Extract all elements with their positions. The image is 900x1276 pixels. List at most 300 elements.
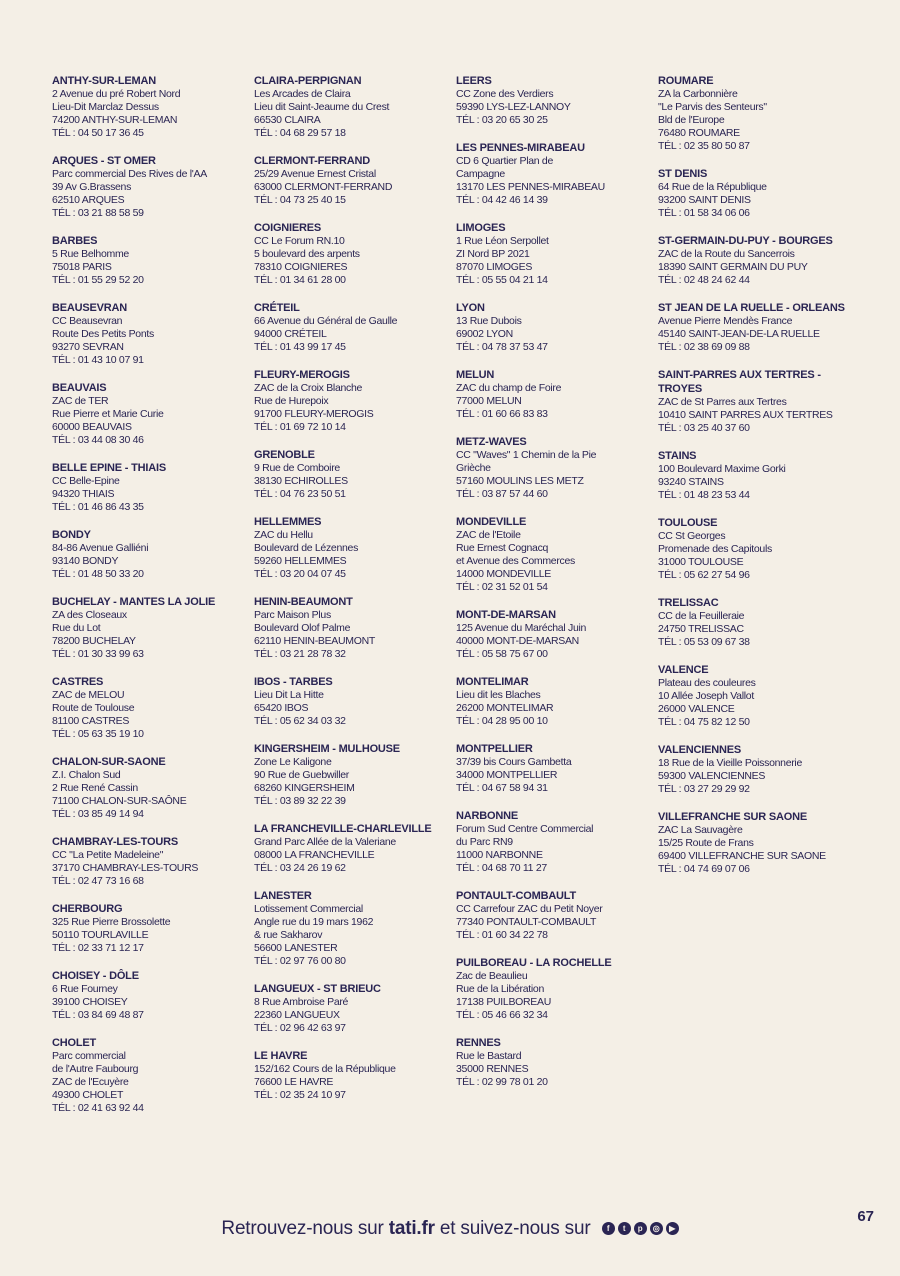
store-address-line: 59300 VALENCIENNES bbox=[658, 770, 766, 782]
store-name: COIGNIERES bbox=[254, 222, 322, 234]
store-address-line: CC Zone des Verdiers bbox=[456, 88, 554, 100]
youtube-icon[interactable]: ▶ bbox=[666, 1222, 679, 1235]
store-phone: TÉL : 02 96 42 63 97 bbox=[254, 1022, 346, 1034]
store-name: LA FRANCHEVILLE-CHARLEVILLE bbox=[254, 823, 432, 835]
store-address-line: ZAC de TER bbox=[52, 395, 109, 407]
store-name: MONTELIMAR bbox=[456, 676, 529, 688]
store-phone: TÉL : 01 43 10 07 91 bbox=[52, 354, 144, 366]
store-name: ARQUES - ST OMER bbox=[52, 155, 156, 167]
store-phone: TÉL : 01 30 33 99 63 bbox=[52, 648, 144, 660]
store-address-line: du Parc RN9 bbox=[456, 836, 513, 848]
store-address-line: 66 Avenue du Général de Gaulle bbox=[254, 315, 398, 327]
store-address-line: 69002 LYON bbox=[456, 328, 513, 340]
store-address-line: 2 Avenue du pré Robert Nord bbox=[52, 88, 181, 100]
store-address-line: & rue Sakharov bbox=[254, 929, 323, 941]
store-address-line: CC "La Petite Madeleine" bbox=[52, 849, 164, 861]
store-entry bbox=[658, 596, 858, 649]
store-name: ST-GERMAIN-DU-PUY - BOURGES bbox=[658, 235, 833, 247]
store-address-line: 60000 BEAUVAIS bbox=[52, 421, 132, 433]
store-name: ST JEAN DE LA RUELLE - ORLEANS bbox=[658, 302, 845, 314]
store-column-2 bbox=[254, 74, 454, 1116]
store-phone: TÉL : 02 38 69 09 88 bbox=[658, 341, 750, 353]
store-address-line: Rue du Lot bbox=[52, 622, 101, 634]
store-address-line: 5 Rue Belhomme bbox=[52, 248, 129, 260]
store-phone: TÉL : 01 48 23 53 44 bbox=[658, 489, 750, 501]
store-address-line: 34000 MONTPELLIER bbox=[456, 769, 558, 781]
store-entry bbox=[52, 675, 252, 741]
store-name: BEAUVAIS bbox=[52, 382, 107, 394]
store-address-line: 68260 KINGERSHEIM bbox=[254, 782, 355, 794]
store-entry bbox=[254, 448, 454, 501]
store-name: CHAMBRAY-LES-TOURS bbox=[52, 836, 178, 848]
store-address-line: ZAC de MELOU bbox=[52, 689, 125, 701]
store-address-line: 93140 BONDY bbox=[52, 555, 119, 567]
store-address-line: Rue Ernest Cognacq bbox=[456, 542, 549, 554]
store-address-line: 11000 NARBONNE bbox=[456, 849, 543, 861]
store-name: MONT-DE-MARSAN bbox=[456, 609, 556, 621]
store-address-line: Lieu Dit La Hitte bbox=[254, 689, 324, 701]
store-address-line: CC Le Forum RN.10 bbox=[254, 235, 345, 247]
store-entry bbox=[658, 74, 858, 153]
store-address-line: 26200 MONTELIMAR bbox=[456, 702, 554, 714]
store-address-line: 24750 TRELISSAC bbox=[658, 623, 744, 635]
store-column-4 bbox=[658, 74, 858, 890]
store-phone: TÉL : 04 68 29 57 18 bbox=[254, 127, 346, 139]
store-entry bbox=[456, 221, 656, 287]
store-name: LE HAVRE bbox=[254, 1050, 308, 1062]
store-entry bbox=[52, 755, 252, 821]
store-phone: TÉL : 03 85 49 14 94 bbox=[52, 808, 144, 820]
store-entry bbox=[254, 822, 454, 875]
store-address-line: 38130 ECHIROLLES bbox=[254, 475, 348, 487]
website-link[interactable]: tati.fr bbox=[388, 1218, 435, 1239]
store-address-line: 10410 SAINT PARRES AUX TERTRES bbox=[658, 409, 833, 421]
store-name: HENIN-BEAUMONT bbox=[254, 596, 353, 608]
store-name: MELUN bbox=[456, 369, 495, 381]
store-entry bbox=[52, 835, 252, 888]
store-name: BELLE EPINE - THIAIS bbox=[52, 462, 166, 474]
store-entry bbox=[456, 435, 656, 501]
pinterest-icon[interactable]: p bbox=[634, 1222, 647, 1235]
store-address-line: 84-86 Avenue Galliéni bbox=[52, 542, 149, 554]
store-address-line: Angle rue du 19 mars 1962 bbox=[254, 916, 374, 928]
store-address-line: 1 Rue Léon Serpollet bbox=[456, 235, 549, 247]
store-phone: TÉL : 02 35 24 10 97 bbox=[254, 1089, 346, 1101]
store-name: TOULOUSE bbox=[658, 517, 718, 529]
store-address-line: 94000 CRÉTEIL bbox=[254, 328, 327, 340]
store-name: STAINS bbox=[658, 450, 697, 462]
store-address-line: 18 Rue de la Vieille Poissonnerie bbox=[658, 757, 803, 769]
store-entry bbox=[254, 1049, 454, 1102]
store-address-line: 56600 LANESTER bbox=[254, 942, 338, 954]
store-name: CLERMONT-FERRAND bbox=[254, 155, 370, 167]
store-address-line: CC Carrefour ZAC du Petit Noyer bbox=[456, 903, 603, 915]
store-phone: TÉL : 03 87 57 44 60 bbox=[456, 488, 548, 500]
store-column-3 bbox=[456, 74, 656, 1103]
store-address-line: Grièche bbox=[456, 462, 491, 474]
store-entry bbox=[254, 154, 454, 207]
store-address-line: 325 Rue Pierre Brossolette bbox=[52, 916, 171, 928]
store-name: SAINT-PARRES AUX TERTRES - TROYES bbox=[658, 369, 821, 395]
store-address-line: Boulevard Olof Palme bbox=[254, 622, 351, 634]
store-name: MONDEVILLE bbox=[456, 516, 527, 528]
store-address-line: ZAC de l'Etoile bbox=[456, 529, 521, 541]
store-address-line: 91700 FLEURY-MEROGIS bbox=[254, 408, 374, 420]
store-phone: TÉL : 03 27 29 29 92 bbox=[658, 783, 750, 795]
store-address-line: 2 Rue René Cassin bbox=[52, 782, 138, 794]
store-address-line: 94320 THIAIS bbox=[52, 488, 115, 500]
store-address-line: 25/29 Avenue Ernest Cristal bbox=[254, 168, 376, 180]
store-phone: TÉL : 01 55 29 52 20 bbox=[52, 274, 144, 286]
store-entry bbox=[52, 234, 252, 287]
store-entry bbox=[658, 743, 858, 796]
store-address-line: 78200 BUCHELAY bbox=[52, 635, 136, 647]
store-phone: TÉL : 04 28 95 00 10 bbox=[456, 715, 548, 727]
store-address-line: 65420 IBOS bbox=[254, 702, 309, 714]
store-address-line: Parc commercial bbox=[52, 1050, 126, 1062]
store-entry bbox=[658, 516, 858, 582]
store-address-line: 63000 CLERMONT-FERRAND bbox=[254, 181, 393, 193]
store-phone: TÉL : 01 46 86 43 35 bbox=[52, 501, 144, 513]
store-name: PUILBOREAU - LA ROCHELLE bbox=[456, 957, 612, 969]
store-name: CRÉTEIL bbox=[254, 302, 300, 314]
store-entry bbox=[456, 301, 656, 354]
store-name: CHOISEY - DÔLE bbox=[52, 970, 139, 982]
store-address-line: 93240 STAINS bbox=[658, 476, 724, 488]
store-address-line: ZAC de la Route du Sancerrois bbox=[658, 248, 795, 260]
store-entry bbox=[52, 461, 252, 514]
store-address-line: de l'Autre Faubourg bbox=[52, 1063, 139, 1075]
store-phone: TÉL : 02 99 78 01 20 bbox=[456, 1076, 548, 1088]
store-entry bbox=[456, 608, 656, 661]
store-name: MONTPELLIER bbox=[456, 743, 533, 755]
store-address-line: 71100 CHALON-SUR-SAÔNE bbox=[52, 795, 187, 807]
store-phone: TÉL : 01 60 66 83 83 bbox=[456, 408, 548, 420]
store-address-line: Zac de Beaulieu bbox=[456, 970, 528, 982]
store-name: CASTRES bbox=[52, 676, 104, 688]
store-address-line: ZA la Carbonnière bbox=[658, 88, 738, 100]
store-phone: TÉL : 04 67 58 94 31 bbox=[456, 782, 548, 794]
store-address-line: 90 Rue de Guebwiller bbox=[254, 769, 349, 781]
store-address-line: CC Beausevran bbox=[52, 315, 123, 327]
store-entry bbox=[52, 528, 252, 581]
store-phone: TÉL : 03 44 08 30 46 bbox=[52, 434, 144, 446]
store-entry bbox=[254, 221, 454, 287]
store-phone: TÉL : 04 78 37 53 47 bbox=[456, 341, 548, 353]
store-name: ROUMARE bbox=[658, 75, 714, 87]
store-address-line: 57160 MOULINS LES METZ bbox=[456, 475, 584, 487]
store-phone: TÉL : 05 62 34 03 32 bbox=[254, 715, 346, 727]
store-phone: TÉL : 01 60 34 22 78 bbox=[456, 929, 548, 941]
store-address-line: Rue de la Libération bbox=[456, 983, 544, 995]
store-column-1 bbox=[52, 74, 252, 1129]
store-entry bbox=[658, 234, 858, 287]
store-entry bbox=[254, 301, 454, 354]
store-name: KINGERSHEIM - MULHOUSE bbox=[254, 743, 400, 755]
store-address-line: Route Des Petits Ponts bbox=[52, 328, 154, 340]
store-entry bbox=[52, 301, 252, 367]
store-address-line: 5 boulevard des arpents bbox=[254, 248, 360, 260]
store-entry bbox=[254, 889, 454, 968]
store-phone: TÉL : 05 55 04 21 14 bbox=[456, 274, 548, 286]
store-entry bbox=[254, 742, 454, 808]
store-address-line: 9 Rue de Comboire bbox=[254, 462, 340, 474]
store-address-line: 76600 LE HAVRE bbox=[254, 1076, 334, 1088]
store-address-line: ZAC du champ de Foire bbox=[456, 382, 562, 394]
store-name: LEERS bbox=[456, 75, 492, 87]
store-phone: TÉL : 03 20 04 07 45 bbox=[254, 568, 346, 580]
store-entry bbox=[254, 368, 454, 434]
store-address-line: 13 Rue Dubois bbox=[456, 315, 522, 327]
store-phone: TÉL : 04 73 25 40 15 bbox=[254, 194, 346, 206]
store-phone: TÉL : 05 46 66 32 34 bbox=[456, 1009, 548, 1021]
store-address-line: 59260 HELLEMMES bbox=[254, 555, 347, 567]
store-address-line: 62510 ARQUES bbox=[52, 194, 125, 206]
store-address-line: Rue le Bastard bbox=[456, 1050, 522, 1062]
store-entry bbox=[456, 368, 656, 421]
store-address-line: 76480 ROUMARE bbox=[658, 127, 740, 139]
store-address-line: 35000 RENNES bbox=[456, 1063, 529, 1075]
store-entry bbox=[254, 515, 454, 581]
store-name: IBOS - TARBES bbox=[254, 676, 333, 688]
store-address-line: et Avenue des Commerces bbox=[456, 555, 575, 567]
store-entry bbox=[658, 167, 858, 220]
store-name: BUCHELAY - MANTES LA JOLIE bbox=[52, 596, 216, 608]
store-name: BEAUSEVRAN bbox=[52, 302, 128, 314]
footer-suffix: et suivez-nous sur bbox=[434, 1218, 591, 1239]
store-phone: TÉL : 03 21 28 78 32 bbox=[254, 648, 346, 660]
store-name: VALENCE bbox=[658, 664, 709, 676]
footer bbox=[0, 1218, 900, 1240]
store-entry bbox=[254, 982, 454, 1035]
store-address-line: Boulevard de Lézennes bbox=[254, 542, 359, 554]
store-address-line: 62110 HENIN-BEAUMONT bbox=[254, 635, 376, 647]
store-phone: TÉL : 05 62 27 54 96 bbox=[658, 569, 750, 581]
store-address-line: 77340 PONTAULT-COMBAULT bbox=[456, 916, 597, 928]
social-icons bbox=[602, 1222, 679, 1235]
store-address-line: Forum Sud Centre Commercial bbox=[456, 823, 594, 835]
store-name: LANGUEUX - ST BRIEUC bbox=[254, 983, 381, 995]
store-address-line: Bld de l'Europe bbox=[658, 114, 725, 126]
store-address-line: 78310 COIGNIERES bbox=[254, 261, 348, 273]
instagram-icon[interactable]: ◎ bbox=[650, 1222, 663, 1235]
store-address-line: ZA des Closeaux bbox=[52, 609, 127, 621]
store-name: GRENOBLE bbox=[254, 449, 315, 461]
store-entry bbox=[456, 141, 656, 207]
store-phone: TÉL : 03 21 88 58 59 bbox=[52, 207, 144, 219]
store-address-line: CC de la Feuilleraie bbox=[658, 610, 745, 622]
store-phone: TÉL : 05 63 35 19 10 bbox=[52, 728, 144, 740]
store-address-line: 6 Rue Fourney bbox=[52, 983, 118, 995]
store-address-line: Lotissement Commercial bbox=[254, 903, 363, 915]
store-phone: TÉL : 04 75 82 12 50 bbox=[658, 716, 750, 728]
store-address-line: 37170 CHAMBRAY-LES-TOURS bbox=[52, 862, 199, 874]
store-phone: TÉL : 03 20 65 30 25 bbox=[456, 114, 548, 126]
store-name: TRELISSAC bbox=[658, 597, 719, 609]
store-entry bbox=[52, 154, 252, 220]
store-address-line: Plateau des couleures bbox=[658, 677, 756, 689]
store-phone: TÉL : 01 34 61 28 00 bbox=[254, 274, 346, 286]
store-phone: TÉL : 02 47 73 16 68 bbox=[52, 875, 144, 887]
store-address-line: Campagne bbox=[456, 168, 505, 180]
store-address-line: 14000 MONDEVILLE bbox=[456, 568, 552, 580]
store-entry bbox=[456, 1036, 656, 1089]
store-entry bbox=[52, 595, 252, 661]
store-address-line: 15/25 Route de Frans bbox=[658, 837, 754, 849]
store-address-line: 45140 SAINT-JEAN-DE-LA RUELLE bbox=[658, 328, 820, 340]
store-address-line: 49300 CHOLET bbox=[52, 1089, 124, 1101]
store-address-line: 69400 VILLEFRANCHE SUR SAONE bbox=[658, 850, 826, 862]
store-phone: TÉL : 03 25 40 37 60 bbox=[658, 422, 750, 434]
store-entry bbox=[254, 675, 454, 728]
store-phone: TÉL : 05 58 75 67 00 bbox=[456, 648, 548, 660]
store-name: VILLEFRANCHE SUR SAONE bbox=[658, 811, 807, 823]
store-entry bbox=[456, 889, 656, 942]
store-entry bbox=[254, 74, 454, 140]
store-entry bbox=[254, 595, 454, 661]
store-entry bbox=[52, 969, 252, 1022]
store-address-line: 77000 MELUN bbox=[456, 395, 522, 407]
store-address-line: 74200 ANTHY-SUR-LEMAN bbox=[52, 114, 178, 126]
store-address-line: Z.I. Chalon Sud bbox=[52, 769, 121, 781]
store-address-line: 64 Rue de la République bbox=[658, 181, 767, 193]
store-address-line: 22360 LANGUEUX bbox=[254, 1009, 340, 1021]
store-address-line: ZAC du Hellu bbox=[254, 529, 313, 541]
store-name: RENNES bbox=[456, 1037, 501, 1049]
store-address-line: CD 6 Quartier Plan de bbox=[456, 155, 553, 167]
store-address-line: Parc commercial Des Rives de l'AA bbox=[52, 168, 207, 180]
store-address-line: 39 Av G.Brassens bbox=[52, 181, 132, 193]
store-address-line: ZAC de la Croix Blanche bbox=[254, 382, 363, 394]
store-name: METZ-WAVES bbox=[456, 436, 527, 448]
store-address-line: ZAC La Sauvagère bbox=[658, 824, 743, 836]
page-number: 67 bbox=[857, 1208, 874, 1225]
store-entry bbox=[52, 381, 252, 447]
store-phone: TÉL : 01 58 34 06 06 bbox=[658, 207, 750, 219]
store-address-line: 66530 CLAIRA bbox=[254, 114, 321, 126]
store-address-line: 13170 LES PENNES-MIRABEAU bbox=[456, 181, 605, 193]
store-address-line: 100 Boulevard Maxime Gorki bbox=[658, 463, 786, 475]
store-name: LYON bbox=[456, 302, 485, 314]
store-name: BARBES bbox=[52, 235, 98, 247]
store-address-line: CC St Georges bbox=[658, 530, 726, 542]
store-phone: TÉL : 05 53 09 67 38 bbox=[658, 636, 750, 648]
store-name: ST DENIS bbox=[658, 168, 708, 180]
store-phone: TÉL : 04 50 17 36 45 bbox=[52, 127, 144, 139]
store-phone: TÉL : 01 48 50 33 20 bbox=[52, 568, 144, 580]
store-address-line: 125 Avenue du Maréchal Juin bbox=[456, 622, 587, 634]
store-phone: TÉL : 01 69 72 10 14 bbox=[254, 421, 346, 433]
store-name: CHOLET bbox=[52, 1037, 97, 1049]
store-name: FLEURY-MEROGIS bbox=[254, 369, 350, 381]
store-entry bbox=[456, 675, 656, 728]
store-entry bbox=[658, 810, 858, 876]
store-address-line: Route de Toulouse bbox=[52, 702, 135, 714]
store-address-line: ZAC de l'Ecuyère bbox=[52, 1076, 129, 1088]
store-address-line: 152/162 Cours de la République bbox=[254, 1063, 396, 1075]
store-address-line: Lieu dit les Blaches bbox=[456, 689, 541, 701]
store-address-line: "Le Parvis des Senteurs" bbox=[658, 101, 767, 113]
facebook-icon[interactable]: f bbox=[602, 1222, 615, 1235]
store-entry bbox=[52, 74, 252, 140]
store-address-line: ZAC de St Parres aux Tertres bbox=[658, 396, 787, 408]
store-name: CHALON-SUR-SAONE bbox=[52, 756, 166, 768]
store-entry bbox=[456, 74, 656, 127]
store-phone: TÉL : 02 97 76 00 80 bbox=[254, 955, 346, 967]
store-address-line: 10 Allée Joseph Vallot bbox=[658, 690, 754, 702]
store-address-line: Les Arcades de Claira bbox=[254, 88, 351, 100]
store-entry bbox=[456, 809, 656, 875]
store-name: PONTAULT-COMBAULT bbox=[456, 890, 577, 902]
store-entry bbox=[456, 742, 656, 795]
store-address-line: 31000 TOULOUSE bbox=[658, 556, 744, 568]
store-entry bbox=[658, 301, 858, 354]
store-name: LANESTER bbox=[254, 890, 312, 902]
store-address-line: 87070 LIMOGES bbox=[456, 261, 533, 273]
store-address-line: 8 Rue Ambroise Paré bbox=[254, 996, 349, 1008]
store-phone: TÉL : 03 84 69 48 87 bbox=[52, 1009, 144, 1021]
store-entry bbox=[52, 1036, 252, 1115]
store-phone: TÉL : 04 74 69 07 06 bbox=[658, 863, 750, 875]
store-entry bbox=[658, 368, 858, 435]
store-address-line: CC Belle-Epine bbox=[52, 475, 120, 487]
store-phone: TÉL : 02 33 71 12 17 bbox=[52, 942, 144, 954]
store-address-line: 93200 SAINT DENIS bbox=[658, 194, 751, 206]
store-phone: TÉL : 04 42 46 14 39 bbox=[456, 194, 548, 206]
store-address-line: 17138 PUILBOREAU bbox=[456, 996, 552, 1008]
store-name: LES PENNES-MIRABEAU bbox=[456, 142, 585, 154]
store-entry bbox=[658, 663, 858, 729]
footer-prefix: Retrouvez-nous sur bbox=[221, 1218, 389, 1239]
store-address-line: 81100 CASTRES bbox=[52, 715, 130, 727]
store-address-line: Avenue Pierre Mendès France bbox=[658, 315, 793, 327]
store-address-line: 18390 SAINT GERMAIN DU PUY bbox=[658, 261, 808, 273]
store-name: BONDY bbox=[52, 529, 91, 541]
store-entry bbox=[456, 956, 656, 1022]
store-phone: TÉL : 02 31 52 01 54 bbox=[456, 581, 548, 593]
store-name: NARBONNE bbox=[456, 810, 518, 822]
store-address-line: Promenade des Capitouls bbox=[658, 543, 772, 555]
twitter-icon[interactable]: t bbox=[618, 1222, 631, 1235]
store-phone: TÉL : 02 35 80 50 87 bbox=[658, 140, 750, 152]
store-address-line: Rue de Hurepoix bbox=[254, 395, 329, 407]
store-entry bbox=[456, 515, 656, 594]
store-name: VALENCIENNES bbox=[658, 744, 741, 756]
store-address-line: 08000 LA FRANCHEVILLE bbox=[254, 849, 375, 861]
store-entry bbox=[658, 449, 858, 502]
store-address-line: 93270 SEVRAN bbox=[52, 341, 124, 353]
store-address-line: 40000 MONT-DE-MARSAN bbox=[456, 635, 579, 647]
store-phone: TÉL : 04 68 70 11 27 bbox=[456, 862, 547, 874]
store-phone: TÉL : 03 89 32 22 39 bbox=[254, 795, 346, 807]
store-address-line: Grand Parc Allée de la Valeriane bbox=[254, 836, 396, 848]
store-address-line: 39100 CHOISEY bbox=[52, 996, 128, 1008]
store-name: ANTHY-SUR-LEMAN bbox=[52, 75, 156, 87]
store-phone: TÉL : 04 76 23 50 51 bbox=[254, 488, 346, 500]
store-address-line: ZI Nord BP 2021 bbox=[456, 248, 530, 260]
store-address-line: Rue Pierre et Marie Curie bbox=[52, 408, 164, 420]
store-name: CHERBOURG bbox=[52, 903, 123, 915]
store-name: HELLEMMES bbox=[254, 516, 322, 528]
store-address-line: 59390 LYS-LEZ-LANNOY bbox=[456, 101, 571, 113]
store-phone: TÉL : 01 43 99 17 45 bbox=[254, 341, 346, 353]
store-phone: TÉL : 02 41 63 92 44 bbox=[52, 1102, 144, 1114]
store-address-line: 26000 VALENCE bbox=[658, 703, 735, 715]
store-address-line: CC "Waves" 1 Chemin de la Pie bbox=[456, 449, 597, 461]
store-phone: TÉL : 03 24 26 19 62 bbox=[254, 862, 346, 874]
store-address-line: 37/39 bis Cours Gambetta bbox=[456, 756, 572, 768]
store-entry bbox=[52, 902, 252, 955]
